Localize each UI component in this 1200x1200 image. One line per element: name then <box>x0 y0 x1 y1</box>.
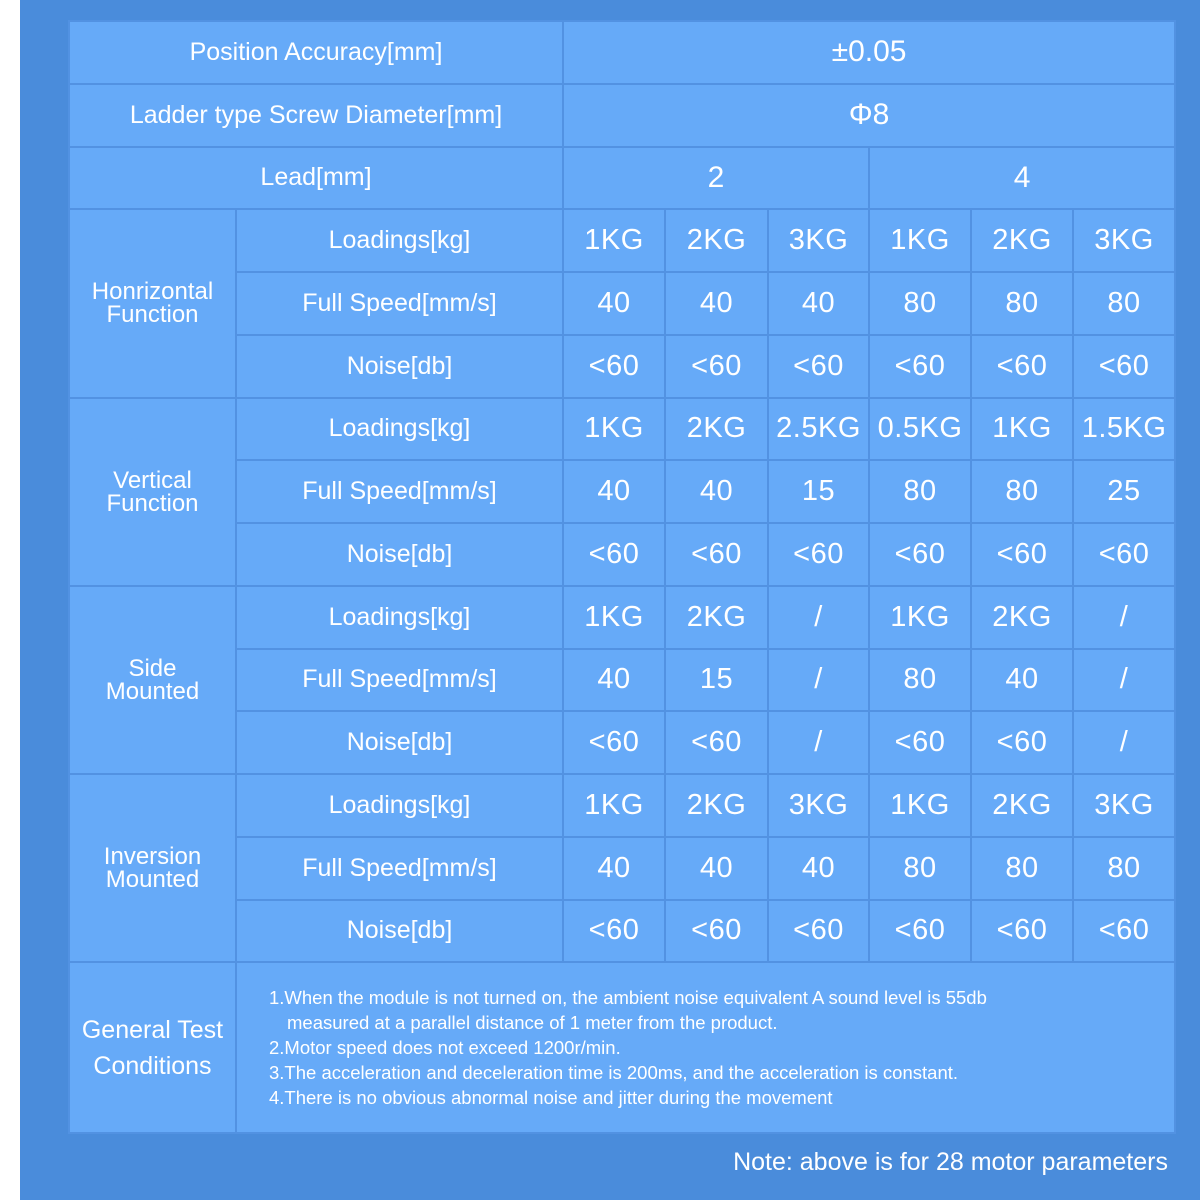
group-title-line2: Function <box>106 301 199 329</box>
general-test-conditions-title <box>69 962 236 1133</box>
group-title-line1: Vertical <box>113 466 192 494</box>
noise-label: Noise[db] <box>236 900 563 963</box>
noise-value: <60 <box>563 900 665 963</box>
side-mounted-loadings-row <box>69 586 1175 649</box>
full-speed-value: 15 <box>665 649 768 712</box>
full-speed-value: 80 <box>971 460 1073 523</box>
screw-diameter-label: Ladder type Screw Diameter[mm] <box>69 84 563 147</box>
loadings-value: 1KG <box>869 774 971 837</box>
full-speed-value: 80 <box>869 837 971 900</box>
note-3: 3.The acceleration and deceleration time is 200ms, and the acceleration is constant. <box>269 1062 959 1084</box>
group-title-line1: Side <box>128 654 177 682</box>
noise-value: <60 <box>665 523 768 586</box>
full-speed-value: 40 <box>665 837 768 900</box>
full-speed-value: 40 <box>665 460 768 523</box>
loadings-value: 2KG <box>665 209 768 272</box>
full-speed-value: / <box>1073 649 1175 712</box>
noise-value: <60 <box>869 335 971 398</box>
noise-value: <60 <box>768 900 869 963</box>
noise-value: <60 <box>971 335 1073 398</box>
noise-label: Noise[db] <box>236 523 563 586</box>
full-speed-value: / <box>768 649 869 712</box>
noise-value: <60 <box>563 335 665 398</box>
group-title-line1: Inversion <box>103 843 202 871</box>
loadings-value: / <box>1073 586 1175 649</box>
noise-value: <60 <box>1073 523 1175 586</box>
noise-value: <60 <box>869 711 971 774</box>
screw-diameter-value: Φ8 <box>563 84 1175 147</box>
loadings-value: 2KG <box>665 774 768 837</box>
full-speed-value: 40 <box>563 649 665 712</box>
general-test-conditions-row <box>69 962 1175 1133</box>
full-speed-label: Full Speed[mm/s] <box>236 272 563 335</box>
loadings-value: 1.5KG <box>1073 398 1175 461</box>
group-title-line2: Mounted <box>105 677 200 705</box>
general-test-conditions-notes <box>236 962 1175 1133</box>
full-speed-label: Full Speed[mm/s] <box>236 460 563 523</box>
loadings-value: 1KG <box>971 398 1073 461</box>
horizontal-function-loadings-row <box>69 209 1175 272</box>
full-speed-value: 40 <box>563 460 665 523</box>
full-speed-value: 40 <box>563 272 665 335</box>
full-speed-label: Full Speed[mm/s] <box>236 837 563 900</box>
full-speed-value: 80 <box>869 649 971 712</box>
full-speed-value: 40 <box>768 272 869 335</box>
side-mounted-title <box>69 586 236 774</box>
full-speed-value: 80 <box>869 272 971 335</box>
spec-table <box>68 20 1176 1134</box>
vertical-function-loadings-row <box>69 398 1175 461</box>
lead-label: Lead[mm] <box>69 147 563 210</box>
noise-label: Noise[db] <box>236 711 563 774</box>
lead-value-4: 4 <box>869 147 1175 210</box>
noise-value: <60 <box>971 711 1073 774</box>
inversion-mounted-loadings-row <box>69 774 1175 837</box>
full-speed-value: 40 <box>768 837 869 900</box>
noise-value: <60 <box>665 900 768 963</box>
noise-value: <60 <box>869 523 971 586</box>
noise-value: <60 <box>563 711 665 774</box>
lead-row <box>69 147 1175 210</box>
noise-value: <60 <box>768 335 869 398</box>
full-speed-value: 25 <box>1073 460 1175 523</box>
noise-value: / <box>1073 711 1175 774</box>
noise-value: <60 <box>971 900 1073 963</box>
loadings-value: 2KG <box>971 774 1073 837</box>
noise-value: <60 <box>1073 900 1175 963</box>
noise-value: <60 <box>971 523 1073 586</box>
loadings-value: 1KG <box>563 209 665 272</box>
noise-value: <60 <box>563 523 665 586</box>
full-speed-value: 80 <box>869 460 971 523</box>
group-title-line1: Honrizontal <box>91 278 214 306</box>
noise-value: <60 <box>768 523 869 586</box>
position-accuracy-row <box>69 21 1175 84</box>
noise-value: <60 <box>665 711 768 774</box>
loadings-value: 3KG <box>1073 209 1175 272</box>
full-speed-value: 40 <box>563 837 665 900</box>
loadings-value: 2.5KG <box>768 398 869 461</box>
noise-value: <60 <box>1073 335 1175 398</box>
loadings-value: 1KG <box>563 586 665 649</box>
noise-value: / <box>768 711 869 774</box>
loadings-value: 3KG <box>768 209 869 272</box>
loadings-value: 3KG <box>1073 774 1175 837</box>
loadings-label: Loadings[kg] <box>236 398 563 461</box>
full-speed-label: Full Speed[mm/s] <box>236 649 563 712</box>
loadings-value: 2KG <box>971 586 1073 649</box>
loadings-value: 1KG <box>869 586 971 649</box>
full-speed-value: 80 <box>971 837 1073 900</box>
loadings-value: 2KG <box>665 398 768 461</box>
note-4: 4.There is no obvious abnormal noise and jitter during the movement <box>269 1087 833 1109</box>
conditions-title-line1: General Test <box>81 1015 224 1044</box>
loadings-value: 1KG <box>869 209 971 272</box>
vertical-function-title <box>69 398 236 586</box>
position-accuracy-value: ±0.05 <box>563 21 1175 84</box>
noise-label: Noise[db] <box>236 335 563 398</box>
full-speed-value: 80 <box>1073 837 1175 900</box>
conditions-title-line2: Conditions <box>93 1051 212 1080</box>
noise-value: <60 <box>665 335 768 398</box>
full-speed-value: 80 <box>1073 272 1175 335</box>
group-title-line2: Mounted <box>105 866 200 894</box>
loadings-value: 0.5KG <box>869 398 971 461</box>
loadings-label: Loadings[kg] <box>236 774 563 837</box>
loadings-value: 1KG <box>563 774 665 837</box>
loadings-value: 1KG <box>563 398 665 461</box>
lead-value-2: 2 <box>563 147 869 210</box>
group-title-line2: Function <box>106 489 199 517</box>
loadings-value: / <box>768 586 869 649</box>
full-speed-value: 80 <box>971 272 1073 335</box>
note-1-line-1: 1.When the module is not turned on, the ambient noise equivalent A sound level is 55db <box>269 987 987 1009</box>
loadings-label: Loadings[kg] <box>236 209 563 272</box>
screw-diameter-row <box>69 84 1175 147</box>
horizontal-function-title <box>69 209 236 397</box>
full-speed-value: 15 <box>768 460 869 523</box>
loadings-label: Loadings[kg] <box>236 586 563 649</box>
note-2: 2.Motor speed does not exceed 1200r/min. <box>269 1037 621 1059</box>
loadings-value: 3KG <box>768 774 869 837</box>
noise-value: <60 <box>869 900 971 963</box>
full-speed-value: 40 <box>665 272 768 335</box>
note-1-line-2: measured at a parallel distance of 1 meter from the product. <box>287 1012 778 1034</box>
full-speed-value: 40 <box>971 649 1073 712</box>
inversion-mounted-title <box>69 774 236 962</box>
position-accuracy-label: Position Accuracy[mm] <box>69 21 563 84</box>
footnote: Note: above is for 28 motor parameters <box>733 1148 1168 1176</box>
loadings-value: 2KG <box>665 586 768 649</box>
loadings-value: 2KG <box>971 209 1073 272</box>
